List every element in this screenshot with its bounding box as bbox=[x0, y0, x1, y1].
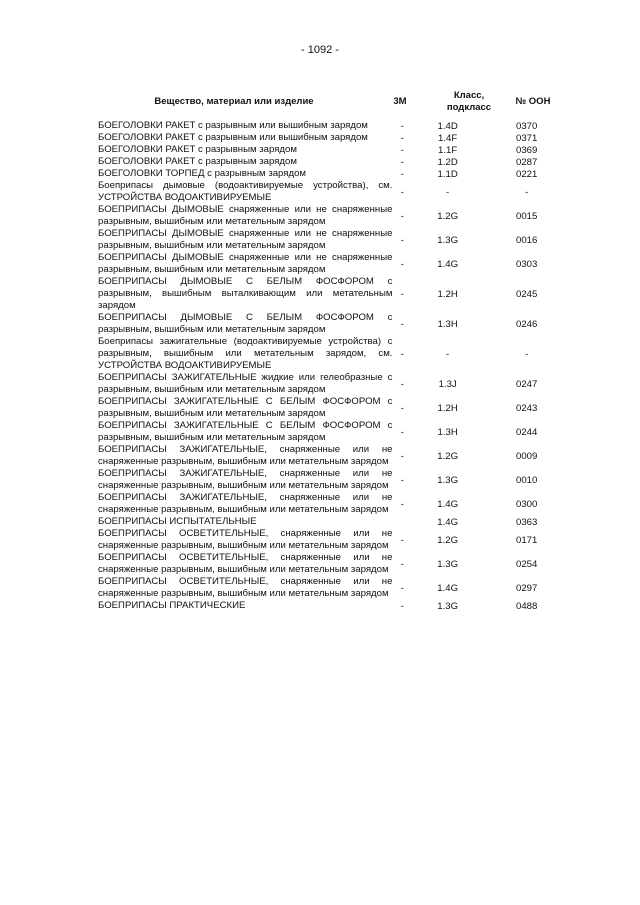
class-cell: 1.3H bbox=[437, 318, 458, 330]
zm-cell: - bbox=[400, 600, 404, 612]
table-row bbox=[98, 396, 570, 420]
table-row bbox=[98, 528, 570, 552]
zm-cell: - bbox=[400, 288, 404, 300]
header-class-line1: Класс, bbox=[453, 90, 485, 101]
zm-cell: - bbox=[400, 558, 404, 570]
zm-cell: - bbox=[400, 450, 404, 462]
zm-cell: - bbox=[400, 258, 404, 270]
class-cell: 1.3J bbox=[438, 378, 457, 390]
zm-cell: - bbox=[400, 156, 404, 168]
substance-name: БОЕГОЛОВКИ ТОРПЕД с разрывным зарядом bbox=[98, 168, 307, 179]
table-row bbox=[98, 144, 570, 156]
un-number-cell: 0171 bbox=[516, 534, 538, 546]
table-row bbox=[98, 228, 570, 252]
table-row bbox=[98, 168, 570, 180]
un-number-cell: 0009 bbox=[516, 450, 538, 462]
un-number-cell: 0371 bbox=[516, 132, 538, 144]
class-cell: 1.4G bbox=[437, 258, 459, 270]
zm-cell: - bbox=[400, 534, 404, 546]
un-number-cell: 0370 bbox=[516, 120, 538, 132]
table-row bbox=[98, 468, 570, 492]
table-header bbox=[98, 90, 570, 118]
un-number-cell: 0016 bbox=[516, 234, 538, 246]
header-un: № ООН bbox=[515, 96, 551, 107]
zm-cell: - bbox=[400, 378, 404, 390]
table-row bbox=[98, 180, 570, 204]
zm-cell: - bbox=[400, 474, 404, 486]
header-class bbox=[444, 90, 494, 114]
class-cell: 1.4D bbox=[437, 120, 458, 132]
un-number-cell: 0246 bbox=[516, 318, 538, 330]
table-row bbox=[98, 516, 570, 528]
un-number-cell: 0245 bbox=[516, 288, 538, 300]
un-number-cell: - bbox=[525, 348, 529, 360]
header-name: Вещество, материал или изделие bbox=[154, 96, 314, 107]
zm-cell: - bbox=[400, 498, 404, 510]
class-cell: 1.2D bbox=[437, 156, 458, 168]
substance-name: БОЕГОЛОВКИ РАКЕТ с разрывным зарядом bbox=[98, 144, 297, 155]
table-row bbox=[98, 600, 570, 612]
class-cell: 1.3G bbox=[437, 600, 459, 612]
table-body bbox=[98, 120, 570, 612]
zm-cell: - bbox=[400, 234, 404, 246]
substance-name: БОЕГОЛОВКИ РАКЕТ с разрывным или вышибным зарядом bbox=[98, 120, 368, 131]
header-zm: 3М bbox=[393, 96, 407, 107]
zm-cell: - bbox=[400, 120, 404, 132]
zm-cell: - bbox=[400, 132, 404, 144]
class-cell: 1.3H bbox=[437, 426, 458, 438]
table-row bbox=[98, 132, 570, 144]
table-row bbox=[98, 312, 570, 336]
un-number-cell: 0254 bbox=[516, 558, 538, 570]
zm-cell bbox=[392, 516, 411, 528]
un-number-cell: - bbox=[525, 186, 529, 198]
class-cell: - bbox=[446, 348, 450, 360]
un-number-cell: 0243 bbox=[516, 402, 538, 414]
table-row bbox=[98, 372, 570, 396]
substance-name: БОЕПРИПАСЫ ОСВЕТИТЕЛЬНЫЕ, снаряженные или не снаряженные разрывным, вышибным или метательным зарядом bbox=[98, 576, 393, 599]
un-number-cell: 0221 bbox=[516, 168, 538, 180]
table-row bbox=[98, 552, 570, 576]
zm-cell: - bbox=[400, 186, 404, 198]
table-row bbox=[98, 276, 570, 312]
substance-name: БОЕПРИПАСЫ ЗАЖИГАТЕЛЬНЫЕ, снаряженные или не снаряженные разрывным, вышибным или метательным зарядом bbox=[98, 444, 393, 467]
substance-name: Боеприпасы дымовые (водоактивируемые устройства), см. УСТРОЙСТВА ВОДОАКТИВИРУЕМЫЕ bbox=[98, 180, 393, 203]
substance-name: БОЕПРИПАСЫ ДЫМОВЫЕ С БЕЛЫМ ФОСФОРОМ с разрывным, вышибным выталкивающим или метательным зарядом bbox=[98, 276, 393, 311]
un-number-cell: 0303 bbox=[516, 258, 538, 270]
substance-name: БОЕПРИПАСЫ ДЫМОВЫЕ снаряженные или не снаряженные разрывным, вышибным или метательным зарядом bbox=[98, 252, 393, 275]
table-row bbox=[98, 492, 570, 516]
table-row bbox=[98, 120, 570, 132]
substance-name: БОЕПРИПАСЫ ИСПЫТАТЕЛЬНЫЕ bbox=[98, 516, 257, 527]
un-number-cell: 0244 bbox=[516, 426, 538, 438]
class-cell: 1.3G bbox=[437, 474, 459, 486]
un-number-cell: 0300 bbox=[516, 498, 538, 510]
un-number-cell: 0369 bbox=[516, 144, 538, 156]
zm-cell: - bbox=[400, 426, 404, 438]
un-number-cell: 0488 bbox=[516, 600, 538, 612]
zm-cell: - bbox=[400, 582, 404, 594]
class-cell: 1.3G bbox=[437, 234, 459, 246]
substance-name: БОЕПРИПАСЫ ПРАКТИЧЕСКИЕ bbox=[98, 600, 246, 611]
table-row bbox=[98, 204, 570, 228]
zm-cell: - bbox=[400, 144, 404, 156]
zm-cell: - bbox=[400, 210, 404, 222]
page-number: - 1092 - bbox=[301, 44, 339, 56]
un-number-cell: 0297 bbox=[516, 582, 538, 594]
substance-name: БОЕПРИПАСЫ ЗАЖИГАТЕЛЬНЫЕ жидкие или гелеобразные с разрывным, вышибным или метательным зарядом bbox=[98, 372, 393, 395]
class-cell: 1.2H bbox=[437, 402, 458, 414]
class-cell: 1.2G bbox=[437, 210, 459, 222]
substance-name: БОЕПРИПАСЫ ДЫМОВЫЕ С БЕЛЫМ ФОСФОРОМ с разрывным, вышибным или метательным зарядом bbox=[98, 312, 393, 335]
class-cell: 1.2H bbox=[437, 288, 458, 300]
zm-cell: - bbox=[400, 318, 404, 330]
header-class-line2: подкласс bbox=[446, 102, 492, 113]
substance-name: БОЕПРИПАСЫ ЗАЖИГАТЕЛЬНЫЕ С БЕЛЫМ ФОСФОРОМ с разрывным, вышибным или метательным зарядом bbox=[98, 396, 393, 419]
substance-name: БОЕПРИПАСЫ ОСВЕТИТЕЛЬНЫЕ, снаряженные или не снаряженные разрывным, вышибным или метательным зарядом bbox=[98, 552, 393, 575]
substance-name: БОЕПРИПАСЫ ДЫМОВЫЕ снаряженные или не снаряженные разрывным, вышибным или метательным зарядом bbox=[98, 228, 393, 251]
table-row bbox=[98, 252, 570, 276]
un-number-cell: 0247 bbox=[516, 378, 538, 390]
table-row bbox=[98, 420, 570, 444]
class-cell: 1.4G bbox=[437, 582, 459, 594]
substance-name: БОЕПРИПАСЫ ОСВЕТИТЕЛЬНЫЕ, снаряженные или не снаряженные разрывным, вышибным или метательным зарядом bbox=[98, 528, 393, 551]
substance-name: БОЕПРИПАСЫ ДЫМОВЫЕ снаряженные или не снаряженные разрывным, вышибным или метательным зарядом bbox=[98, 204, 393, 227]
class-cell: - bbox=[446, 186, 450, 198]
class-cell: 1.1D bbox=[437, 168, 458, 180]
class-cell: 1.4G bbox=[437, 516, 459, 528]
substance-name: Боеприпасы зажигательные (водоактивируемые устройства) с разрывным, вышибным или метательным зарядом, см. УСТРОЙСТВА ВОДОАКТИВИРУЕМЫЕ bbox=[98, 336, 393, 371]
substance-name: БОЕПРИПАСЫ ЗАЖИГАТЕЛЬНЫЕ, снаряженные или не снаряженные разрывным, вышибным или метательным зарядом bbox=[98, 492, 393, 515]
substance-name: БОЕГОЛОВКИ РАКЕТ с разрывным зарядом bbox=[98, 156, 297, 167]
class-cell: 1.1F bbox=[438, 144, 458, 156]
un-number-cell: 0363 bbox=[516, 516, 538, 528]
class-cell: 1.2G bbox=[437, 534, 459, 546]
class-cell: 1.2G bbox=[437, 450, 459, 462]
zm-cell: - bbox=[400, 348, 404, 360]
table-row bbox=[98, 576, 570, 600]
substances-table bbox=[98, 120, 570, 612]
un-number-cell: 0010 bbox=[516, 474, 538, 486]
table-row bbox=[98, 444, 570, 468]
class-cell: 1.3G bbox=[437, 558, 459, 570]
zm-cell: - bbox=[400, 168, 404, 180]
zm-cell: - bbox=[400, 402, 404, 414]
un-number-cell: 0287 bbox=[516, 156, 538, 168]
un-number-cell: 0015 bbox=[516, 210, 538, 222]
class-cell: 1.4F bbox=[438, 132, 458, 144]
substance-name: БОЕПРИПАСЫ ЗАЖИГАТЕЛЬНЫЕ С БЕЛЫМ ФОСФОРОМ с разрывным, вышибным или метательным зарядом bbox=[98, 420, 393, 443]
substance-name: БОЕПРИПАСЫ ЗАЖИГАТЕЛЬНЫЕ, снаряженные или не снаряженные разрывным, вышибным или метательным зарядом bbox=[98, 468, 393, 491]
table-row bbox=[98, 336, 570, 372]
table-row bbox=[98, 156, 570, 168]
class-cell: 1.4G bbox=[437, 498, 459, 510]
substance-name: БОЕГОЛОВКИ РАКЕТ с разрывным или вышибным зарядом bbox=[98, 132, 368, 143]
